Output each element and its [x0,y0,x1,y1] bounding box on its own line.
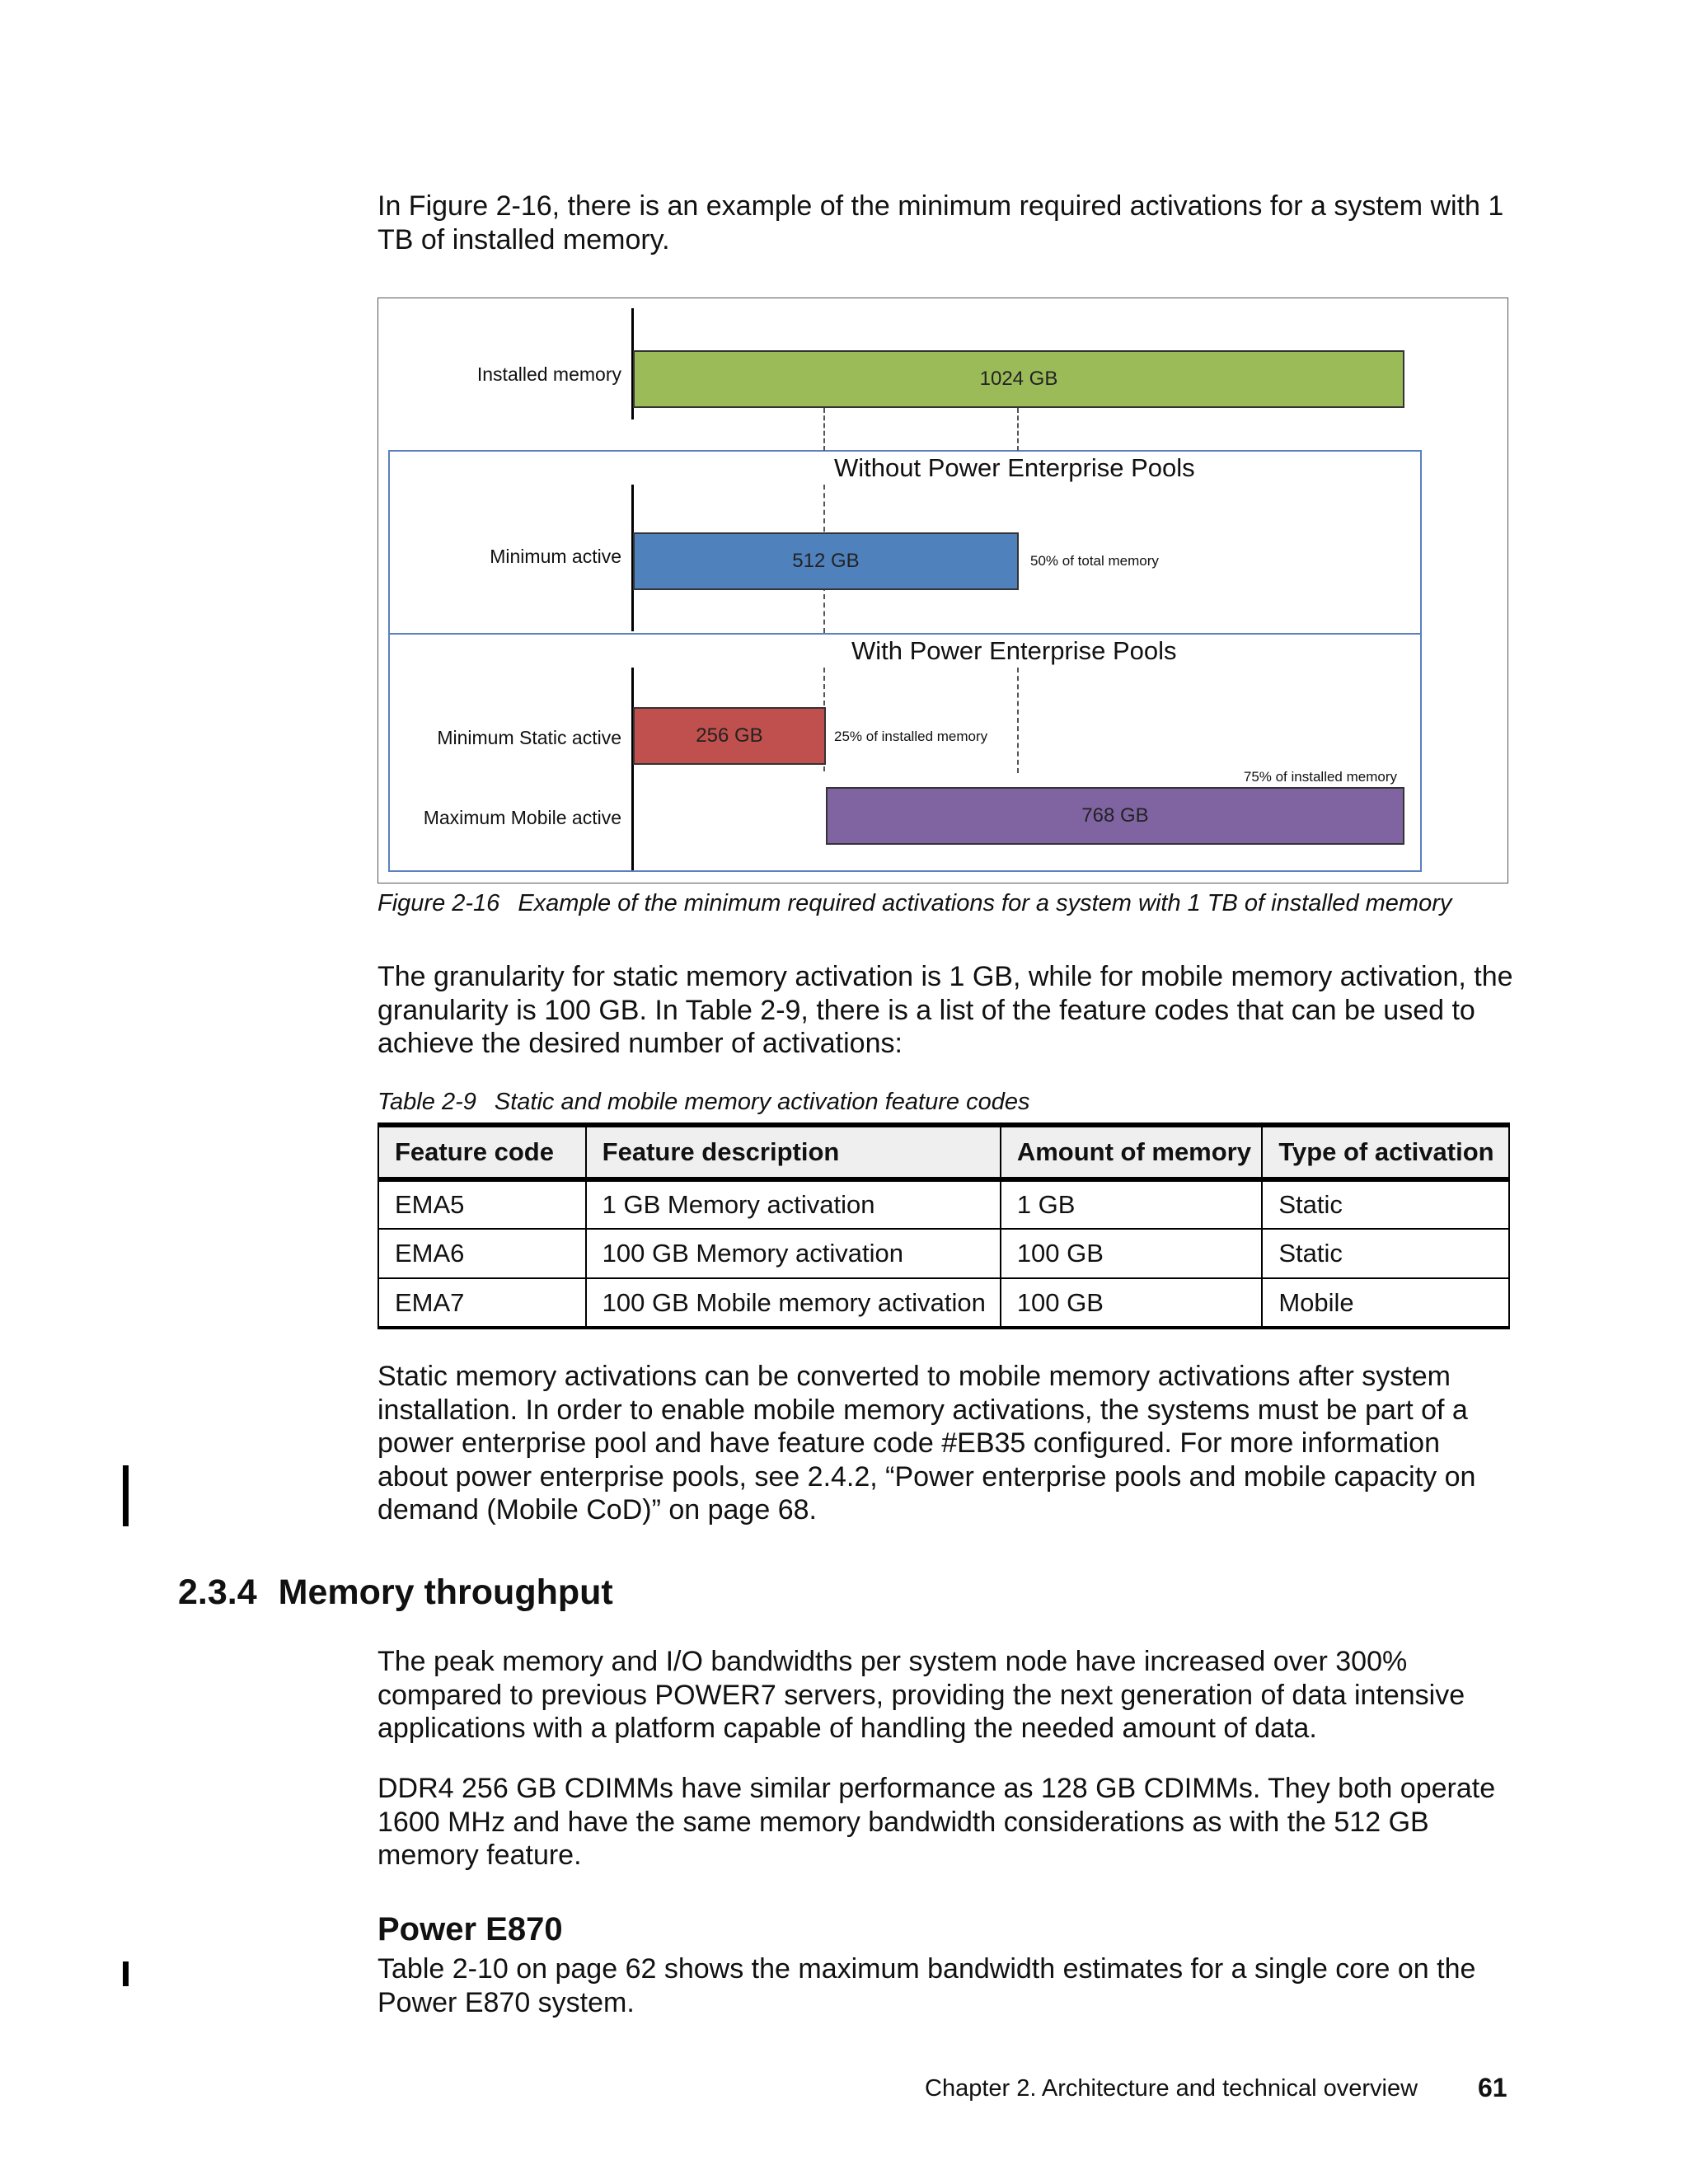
figure-caption-text: Example of the minimum required activations for a system with 1 TB of installed memory [518,890,1452,916]
cell-feature-description: 100 GB Memory activation [586,1229,1001,1278]
section-title: Memory throughput [278,1572,613,1612]
cell-amount-of-memory: 1 GB [1001,1179,1263,1229]
table-row [378,1179,1509,1229]
cell-feature-code: EMA6 [378,1229,586,1278]
cell-feature-description: 100 GB Mobile memory activation [586,1278,1001,1328]
minimum-active-bar: 512 GB [633,532,1019,590]
minimum-static-active-bar: 256 GB [633,707,826,765]
maximum-mobile-active-bar: 768 GB [826,787,1404,845]
guide-50-bottom [1017,668,1019,773]
installed-memory-bar: 1024 GB [633,350,1404,408]
header-type-of-activation: Type of activation [1262,1125,1509,1179]
table-caption-text: Static and mobile memory activation feature codes [494,1089,1030,1115]
cell-type-of-activation: Static [1262,1229,1509,1278]
feature-codes-table [377,1122,1510,1329]
min-static-note: 25% of installed memory [834,729,988,744]
figure-caption [377,890,1451,917]
table-caption-number: Table 2-9 [377,1089,476,1115]
cell-type-of-activation: Static [1262,1179,1509,1229]
change-bar [123,1465,129,1526]
section-number: 2.3.4 [178,1572,257,1612]
figure-memory-activations [377,298,1508,883]
guide-25-top [823,408,825,451]
table-row [378,1229,1509,1278]
cell-type-of-activation: Mobile [1262,1278,1509,1328]
cell-amount-of-memory: 100 GB [1001,1229,1263,1278]
installed-memory-label: Installed memory [476,363,621,385]
throughput-paragraph: The peak memory and I/O bandwidths per system node have increased over 300% compared to previous POWER7 servers, providing the next generation of data intensive applications with a platform capable of handling the needed amount of data. [377,1646,1465,1744]
cell-feature-code: EMA7 [378,1278,586,1328]
cell-feature-code: EMA5 [378,1179,586,1229]
cell-feature-description: 1 GB Memory activation [586,1179,1001,1229]
e870-paragraph: Table 2-10 on page 62 shows the maximum bandwidth estimates for a single core on the Power E870 system. [377,1953,1476,2018]
granularity-paragraph: The granularity for static memory activation is 1 GB, while for mobile memory activation, the granularity is 100 GB. In Table 2-9, there is a list of the feature codes that can be used to achieve the desired number of activations: [377,961,1513,1059]
header-amount-of-memory: Amount of memory [1001,1125,1263,1179]
section-heading [178,1572,613,1613]
max-mobile-note: 75% of installed memory [1243,769,1397,785]
table-header-row [378,1125,1509,1179]
guide-50-top [1017,408,1019,451]
with-pools-heading: With Power Enterprise Pools [851,636,1177,665]
minimum-active-label: Minimum active [490,546,621,567]
conversion-paragraph: Static memory activations can be converted to mobile memory activations after system installation. In order to enable mobile memory activations, the systems must be part of a power enterprise pool and have feature code #EB35 configured. For more information about power enterprise pools, see 2.4.2, “Power enterprise pools and mobile capacity on demand (Mobile CoD)” on page 68. [377,1361,1476,1526]
maximum-mobile-active-label: Maximum Mobile active [423,807,621,828]
cell-amount-of-memory: 100 GB [1001,1278,1263,1328]
minimum-static-active-label: Minimum Static active [437,727,621,748]
ddr4-paragraph: DDR4 256 GB CDIMMs have similar performance as 128 GB CDIMMs. They both operate 1600 MHz and have the same memory bandwidth considerations as with the 512 GB memory feature. [377,1773,1496,1871]
header-feature-code: Feature code [378,1125,586,1179]
figure-caption-number: Figure 2-16 [377,890,500,916]
footer-chapter: Chapter 2. Architecture and technical overview [925,2075,1418,2102]
header-feature-description: Feature description [586,1125,1001,1179]
min-active-note: 50% of total memory [1030,553,1159,569]
without-pools-heading: Without Power Enterprise Pools [834,453,1195,482]
intro-paragraph: In Figure 2-16, there is an example of the minimum required activations for a system with 1 TB of installed memory. [377,190,1504,255]
change-bar [123,1961,129,1986]
table-caption [377,1089,1029,1116]
subsection-heading: Power E870 [377,1911,563,1947]
page-number: 61 [1478,2073,1507,2102]
table-row [378,1278,1509,1328]
axis-with-pools [631,668,634,870]
